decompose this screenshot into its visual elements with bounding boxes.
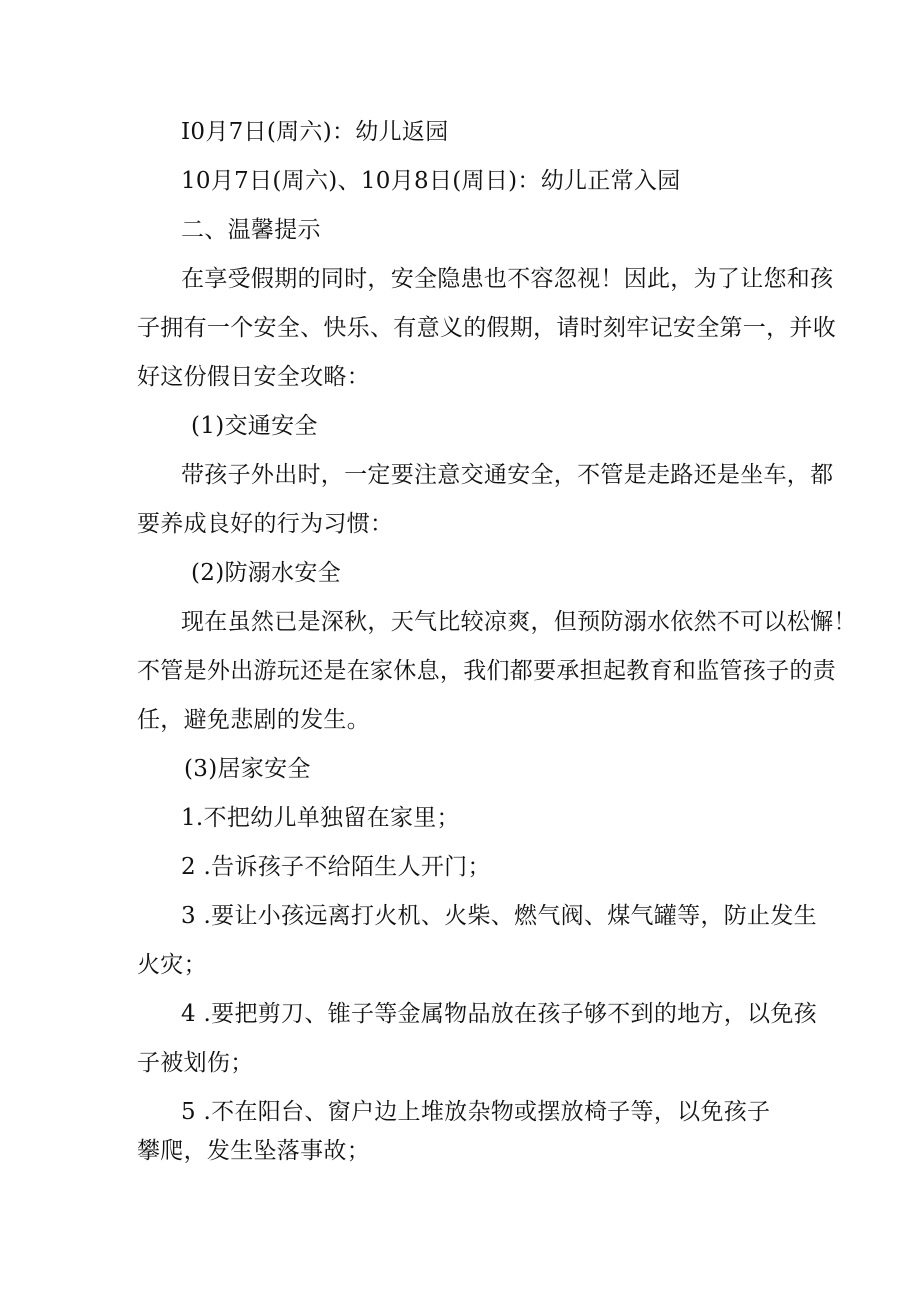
section-heading-tips: 二、温馨提示: [181, 217, 321, 243]
schedule-line-1: I0月7日(周六)：幼儿返园: [181, 119, 449, 145]
list-item-5-line-1: 5 .不在阳台、窗户边上堆放杂物或摆放椅子等，以免孩子: [181, 1099, 771, 1125]
list-item-1: 1.不把幼儿单独留在家里；: [181, 805, 460, 831]
paragraph-intro-line-3: 好这份假日安全攻略：: [137, 364, 370, 390]
list-item-4-line-2: 子被划伤；: [137, 1050, 254, 1076]
paragraph-intro-line-2: 子拥有一个安全、快乐、有意义的假期，请时刻牢记安全第一，并收: [137, 315, 836, 341]
paragraph-drowning-line-1: 现在虽然已是深秋，天气比较凉爽，但预防溺水依然不可以松懈！: [181, 609, 857, 635]
subheading-home-safety: (3)居家安全: [184, 756, 311, 782]
schedule-line-2: 10月7日(周六)、10月8日(周日)：幼儿正常入园: [181, 168, 681, 194]
subheading-traffic-safety: (1)交通安全: [191, 413, 318, 439]
paragraph-drowning-line-2: 不管是外出游玩还是在家休息，我们都要承担起教育和监管孩子的责: [137, 658, 836, 684]
list-item-2: 2 .告诉孩子不给陌生人开门；: [181, 854, 491, 880]
list-item-3-line-2: 火灾；: [137, 952, 207, 978]
paragraph-traffic-line-1: 带孩子外出时，一定要注意交通安全，不管是走路还是坐车，都: [181, 462, 834, 488]
paragraph-traffic-line-2: 要养成良好的行为习惯：: [137, 511, 394, 537]
list-item-3-line-1: 3 .要让小孩远离打火机、火柴、燃气阀、煤气罐等，防止发生: [181, 903, 817, 929]
paragraph-drowning-line-3: 任，避免悲剧的发生。: [137, 707, 370, 733]
subheading-drowning-safety: (2)防溺水安全: [191, 560, 341, 586]
list-item-5-line-2: 攀爬，发生坠落事故；: [137, 1138, 370, 1164]
paragraph-intro-line-1: 在享受假期的同时，安全隐患也不容忽视！因此，为了让您和孩: [181, 266, 834, 292]
list-item-4-line-1: 4 .要把剪刀、锥子等金属物品放在孩子够不到的地方，以免孩: [181, 1001, 817, 1027]
